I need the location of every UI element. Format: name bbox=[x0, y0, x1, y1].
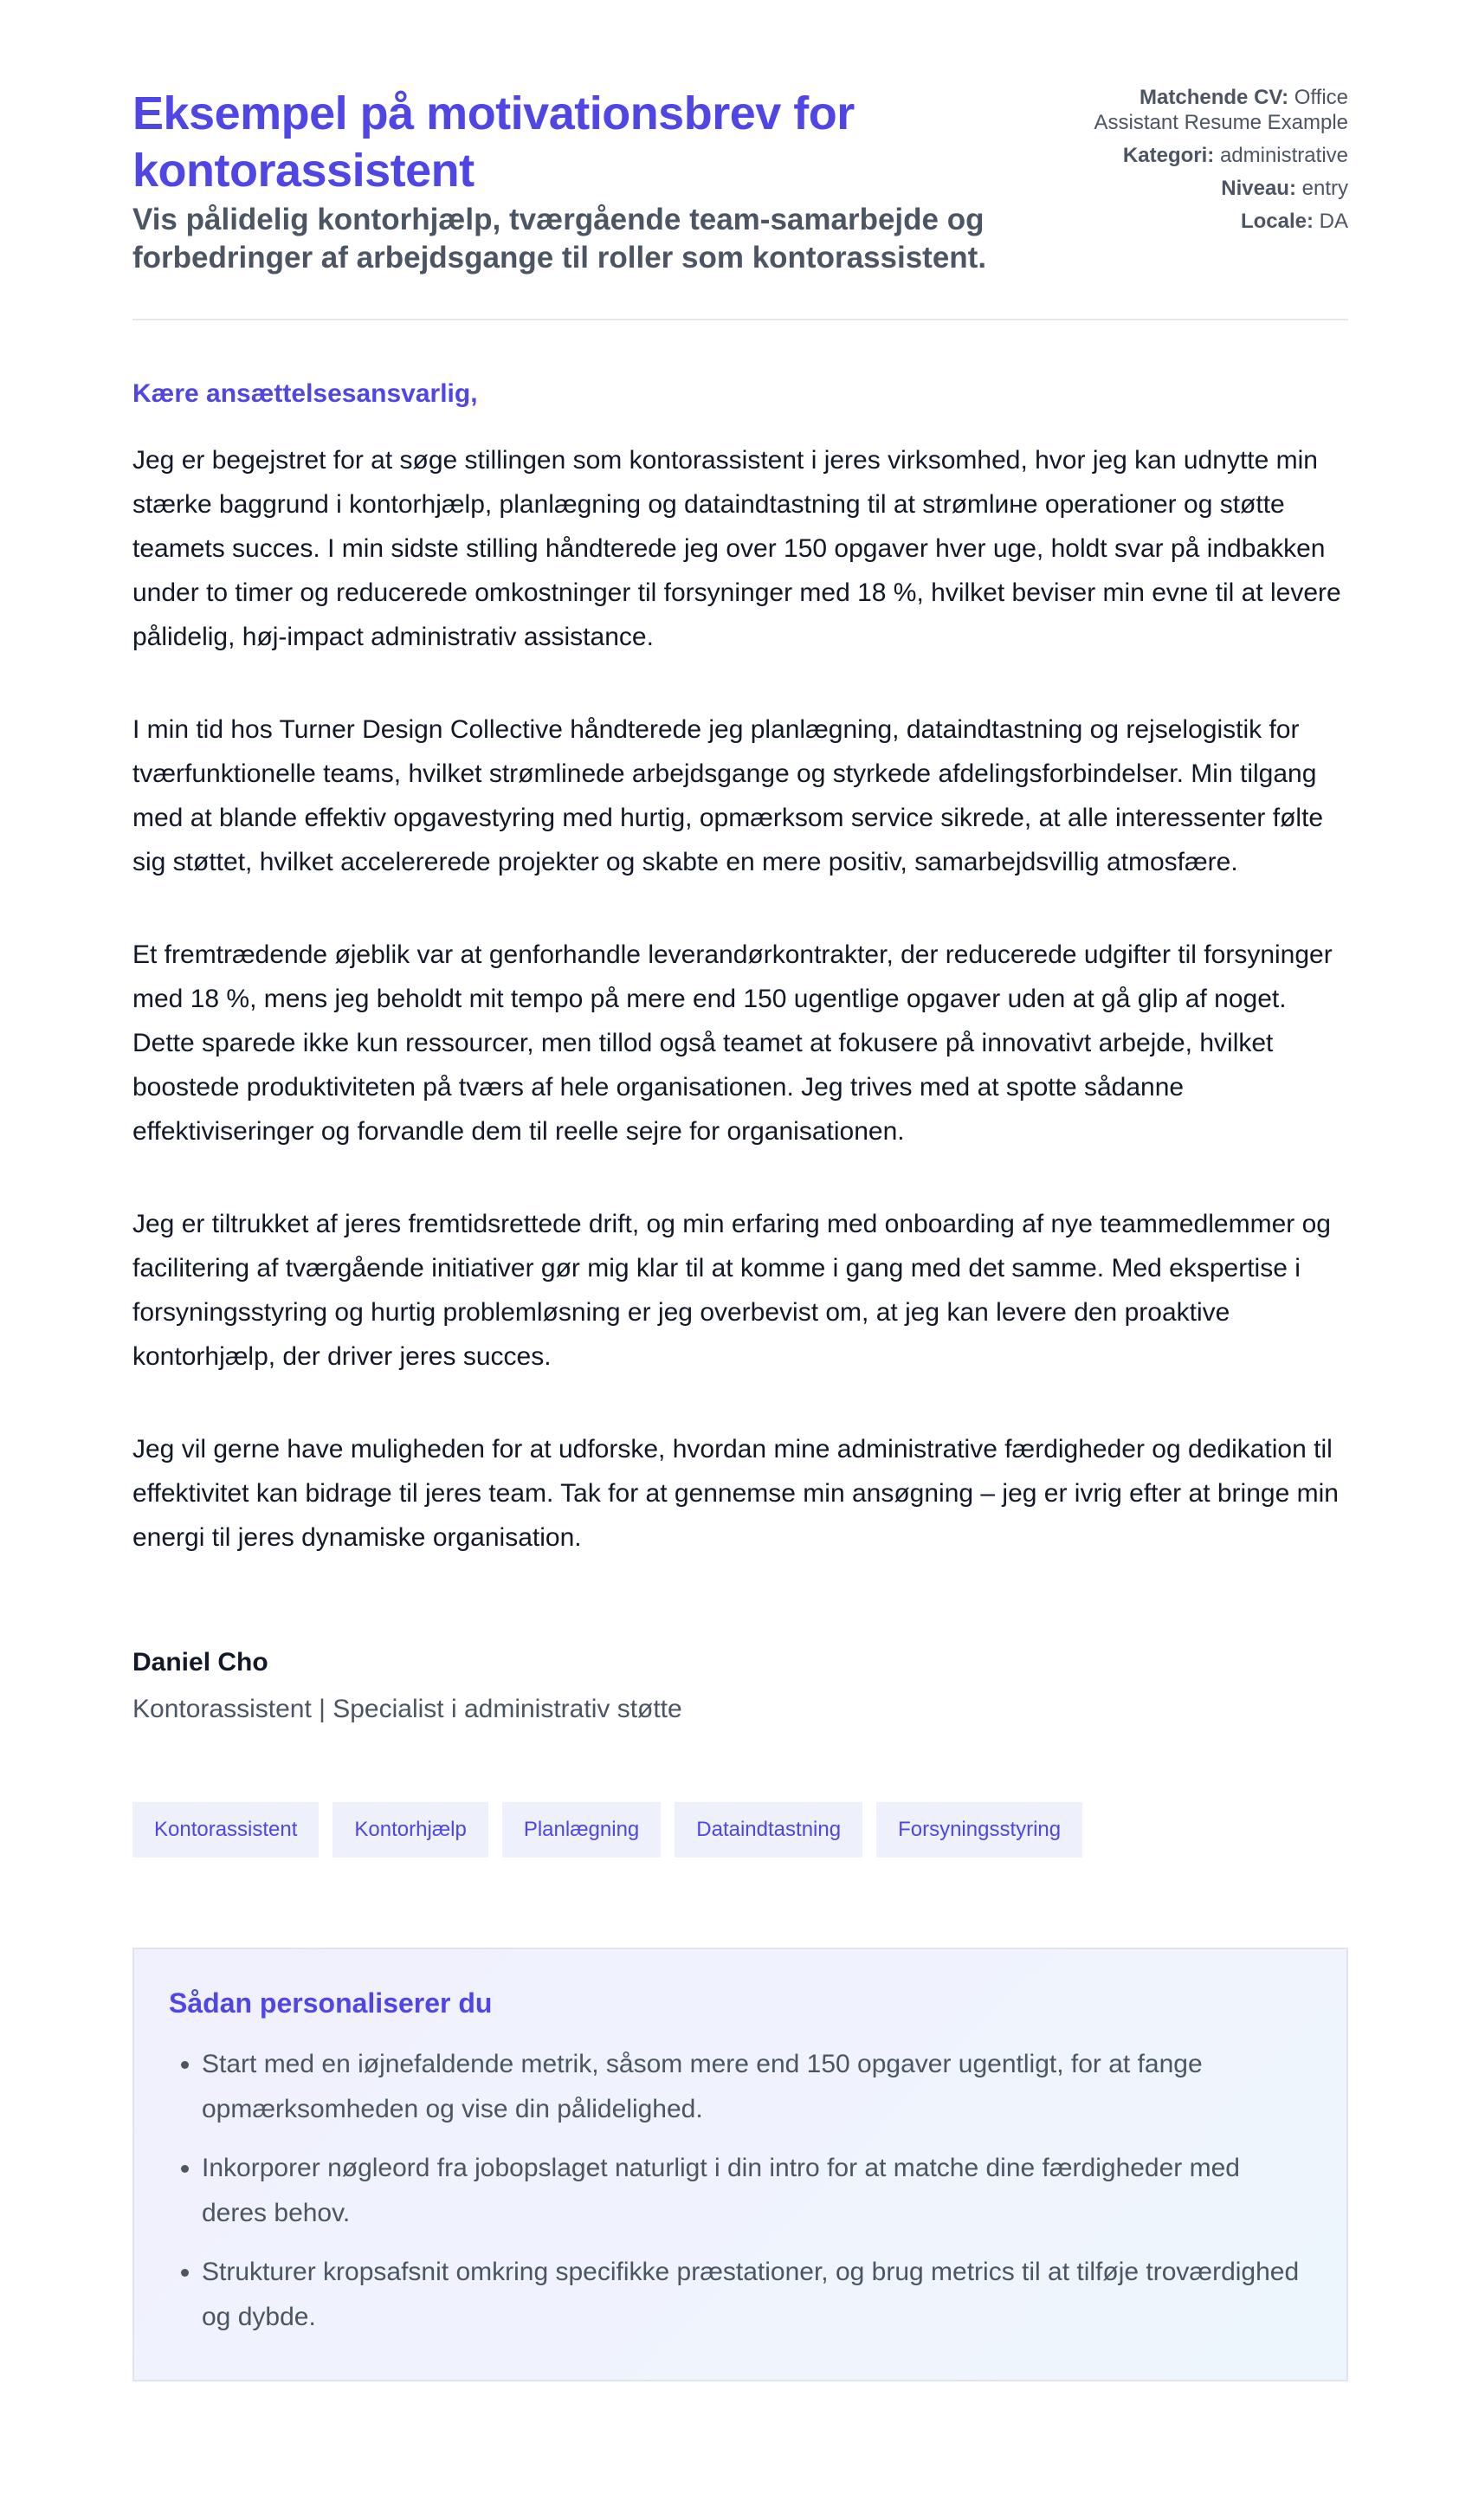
header-titles bbox=[132, 85, 1050, 277]
meta-value: administrative bbox=[1219, 144, 1348, 167]
letter-paragraph: Jeg vil gerne have muligheden for at udforske, hvordan mine administrative færdigheder og dedikation til effektivitet kan bidrage til jeres team. Tak for at gennemse min ansøgning – jeg er ivrig efter at bringe min energi til jeres dynamiske organisation. bbox=[132, 1435, 1339, 1552]
signature-title: Kontorassistent | Specialist i administrativ støtte bbox=[132, 1695, 682, 1723]
letter-paragraph: Et fremtrædende øjeblik var at genforhandle leverandørkontrakter, der reducerede udgifter til forsyninger med 18 %, mens jeg beholdt mit tempo på mere end 150 ugentlige opgaver uden at gå glip af noget. Dette sparede ikke kun ressourcer, men tillod også teamet at fokusere på innovativt arbejde, hvilket boostede produktiviteten på tværs af hele organisationen. Jeg trives med at spotte sådanne effektiviseringer og forvandle dem til reelle sejre for organisationen. bbox=[132, 940, 1333, 1146]
meta-value: Office Assistant Resume Example bbox=[1094, 86, 1348, 134]
page-header bbox=[132, 85, 1348, 320]
meta-key: Kategori: bbox=[1122, 144, 1215, 167]
tag-chip[interactable]: Dataindtastning bbox=[675, 1802, 862, 1858]
meta-matching-cv bbox=[1088, 85, 1348, 135]
meta-key: Locale: bbox=[1240, 210, 1314, 233]
tag-chip[interactable]: Kontorassistent bbox=[132, 1802, 319, 1858]
meta-value: DA bbox=[1319, 210, 1348, 233]
letter-paragraph: I min tid hos Turner Design Collective håndterede jeg planlægning, dataindtastning og rejselogistik for tværfunktionelle teams, hvilket strømlinede arbejdsgange og styrkede afdelingsforbindelser. Min tilgang med at blande effektiv opgavestyring med hurtig, opmærksom service sikrede, at alle interessenter følte sig støttet, hvilket accelererede projekter og skabte en mere positiv, samarbejdsvillig atmosfære. bbox=[132, 715, 1324, 876]
tag-chip[interactable]: Kontorhjælp bbox=[332, 1802, 487, 1858]
tips-list bbox=[169, 2042, 1312, 2340]
tip-item: • Strukturer kropsafsnit omkring specifikke præstationer, og brug metrics til at tilføje troværdighed og dybde. bbox=[202, 2250, 1312, 2340]
meta-info bbox=[1088, 85, 1348, 242]
letter-body bbox=[132, 438, 1348, 1560]
meta-locale bbox=[1088, 209, 1348, 234]
tag-chip[interactable]: Forsyningsstyring bbox=[876, 1802, 1082, 1858]
meta-key: Niveau: bbox=[1221, 177, 1296, 200]
meta-key: Matchende CV: bbox=[1140, 86, 1289, 109]
meta-level bbox=[1088, 176, 1348, 201]
tag-list bbox=[132, 1802, 1348, 1858]
signature-name: Daniel Cho bbox=[132, 1648, 268, 1677]
meta-value: entry bbox=[1301, 177, 1348, 200]
meta-category bbox=[1088, 143, 1348, 168]
letter-paragraph: Jeg er tiltrukket af jeres fremtidsrettede drift, og min erfaring med onboarding af nye teammedlemmer og facilitering af tværgående initiativer gør mig klar til at komme i gang med det samme. Med ekspertise i forsyningsstyring og hurtig problemløsning er jeg overbevist om, at jeg kan levere den proaktive kontorhjælp, der driver jeres succes. bbox=[132, 1210, 1331, 1371]
tip-item: • Start med en iøjnefaldende metrik, såsom mere end 150 opgaver ugentligt, for at fange opmærksomheden og vise din pålidelighed. bbox=[202, 2042, 1312, 2132]
letter-greeting: Kære ansættelsesansvarlig, bbox=[132, 379, 478, 408]
page-subtitle: Vis pålidelig kontorhjælp, tværgående team-samarbejde og forbedringer af arbejdsgange til roller som kontorassistent. bbox=[132, 203, 987, 275]
personalization-tips bbox=[132, 1948, 1348, 2381]
page-title: Eksempel på motivationsbrev for kontorassistent bbox=[132, 87, 855, 197]
tip-item: • Inkorporer nøgleord fra jobopslaget naturligt i din intro for at matche dine færdigheder med deres behov. bbox=[202, 2146, 1312, 2236]
tag-chip[interactable]: Planlægning bbox=[502, 1802, 661, 1858]
cover-letter-page bbox=[132, 85, 1348, 2381]
tips-title: Sådan personaliserer du bbox=[169, 1987, 493, 2019]
letter-paragraph: Jeg er begejstret for at søge stillingen som kontorassistent i jeres virksomhed, hvor jeg kan udnytte min stærke baggrund i kontorhjælp, planlægning og dataindtastning til at strømlинe operationer og støtte teamets succes. I min sidste stilling håndterede jeg over 150 opgaver hver uge, holdt svar på indbakken under to timer og reducerede omkostninger til forsyninger med 18 %, hvilket beviser min evne til at levere pålidelig, høj-impact administrativ assistance. bbox=[132, 446, 1341, 651]
